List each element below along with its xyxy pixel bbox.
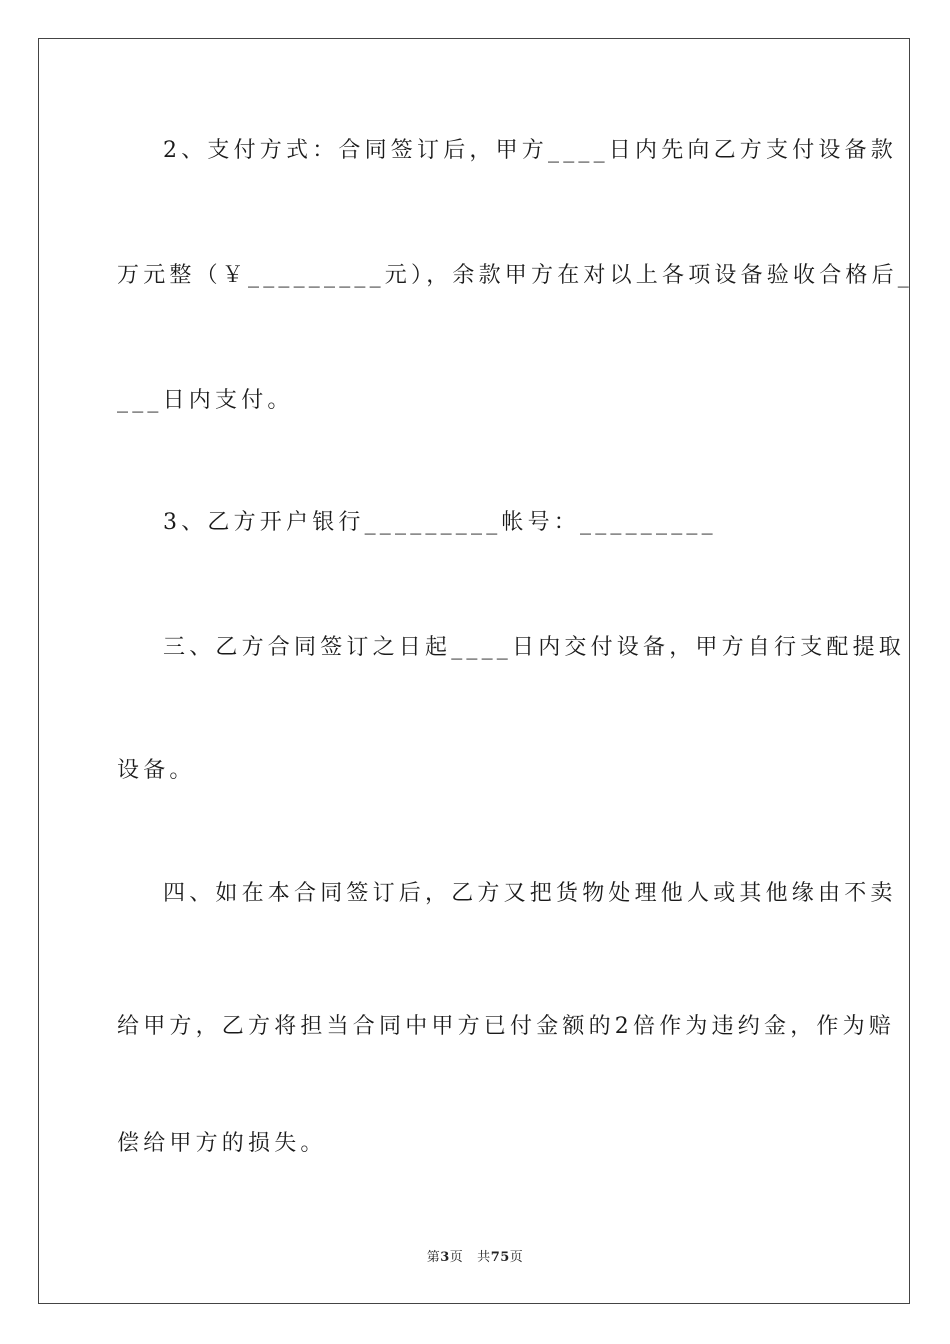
text-line-8: 给甲方，乙方将担当合同中甲方已付金额的2倍作为违约金，作为赔 [117,1014,895,1039]
footer-page-prefix: 第 [426,1250,441,1265]
footer-current-page: 3 [440,1250,450,1265]
page-footer [0,1246,950,1265]
text-line-5: 三、乙方合同签订之日起____日内交付设备，甲方自行支配提取 [163,635,906,660]
text-line-9: 偿给甲方的损失。 [117,1131,327,1156]
text-line-4: 3、乙方开户银行_________帐号：_________ [163,510,717,535]
text-line-7: 四、如在本合同签订后，乙方又把货物处理他人或其他缘由不卖 [163,881,897,906]
footer-total-prefix: 共 [477,1250,491,1265]
text-line-2: 万元整（￥_________元），余款甲方在对以上各项设备验收合格后_ [117,263,914,288]
text-line-6: 设备。 [117,758,196,783]
page-border [38,38,910,1304]
text-line-3: ___日内支付。 [117,388,294,413]
footer-page-suffix: 页 [449,1250,464,1265]
footer-total-suffix: 页 [509,1250,524,1265]
footer-total-pages: 75 [490,1250,510,1265]
text-line-1: 2、支付方式：合同签订后，甲方____日内先向乙方支付设备款 [163,138,897,163]
